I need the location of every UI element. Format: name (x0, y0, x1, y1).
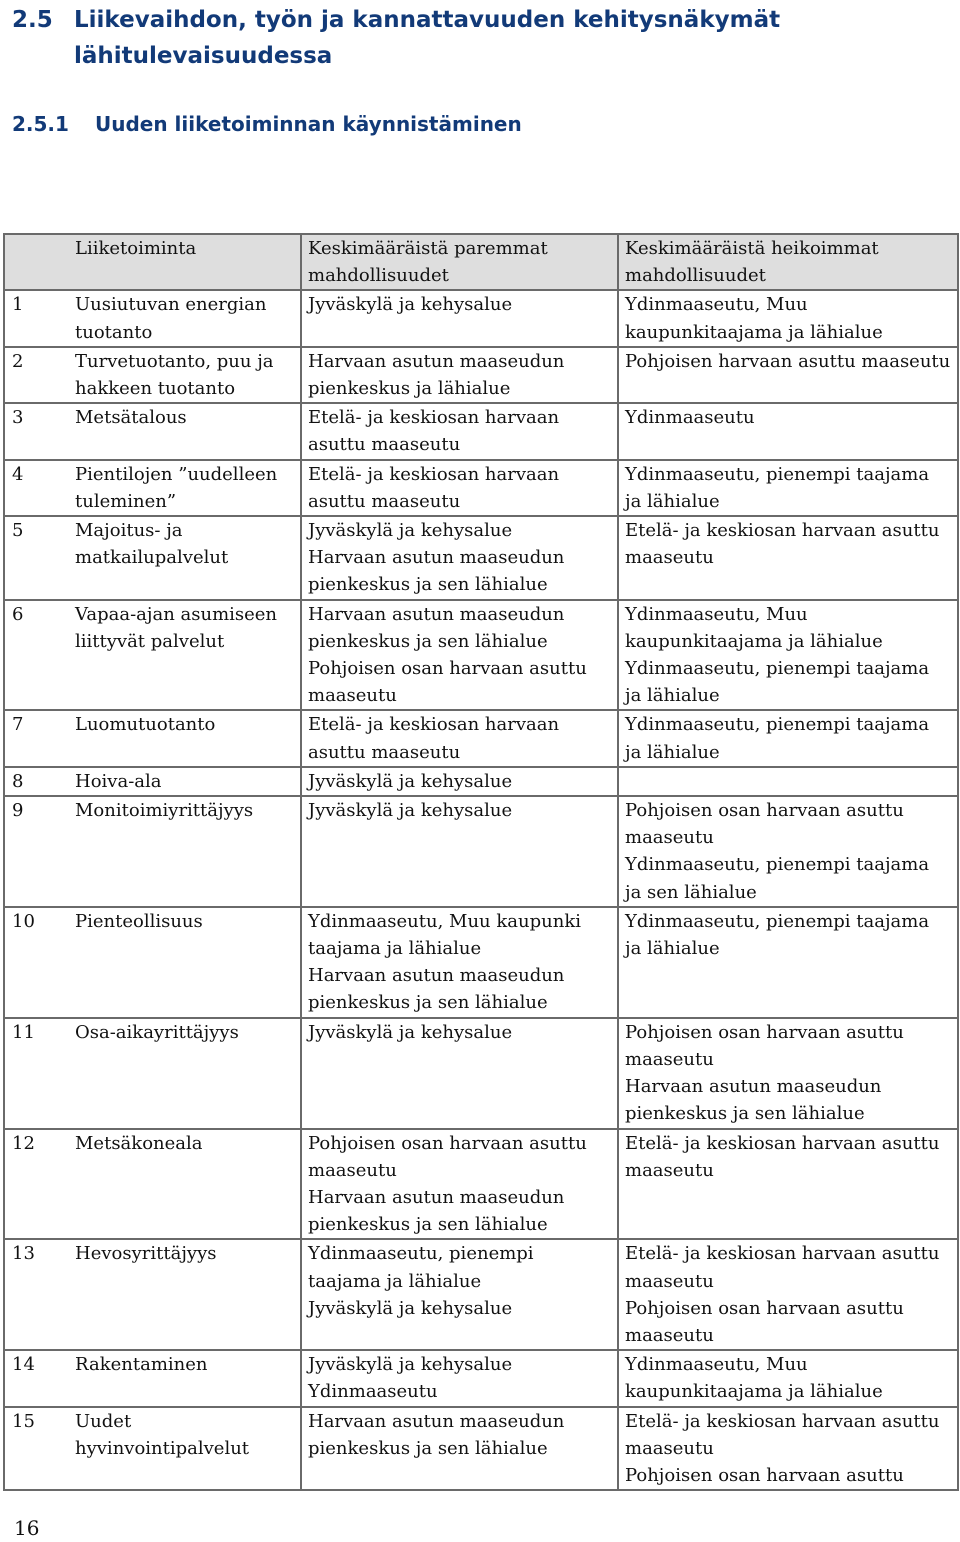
business-cell: Rakentaminen (75, 1350, 301, 1406)
table-row (4, 710, 958, 766)
table-row (4, 347, 958, 403)
section-heading (12, 2, 952, 74)
table-row (4, 1129, 958, 1240)
table-row (4, 460, 958, 516)
subsection-number: 2.5.1 (12, 112, 69, 136)
better-opportunities-cell: Pohjoisen osan harvaan asuttu maaseutu Harvaan asutun maaseudun pienkeskus ja sen lähialue (301, 1129, 618, 1240)
weaker-opportunities-cell: Pohjoisen harvaan asuttu maaseutu (618, 347, 958, 403)
row-number: 14 (4, 1350, 75, 1406)
business-cell: Hoiva-ala (75, 767, 301, 796)
business-cell: Majoitus- ja matkailupalvelut (75, 516, 301, 600)
row-number: 8 (4, 767, 75, 796)
better-opportunities-cell: Jyväskylä ja kehysalue (301, 767, 618, 796)
better-opportunities-cell: Jyväskylä ja kehysalue (301, 796, 618, 907)
business-cell: Monitoimiyrittäjyys (75, 796, 301, 907)
page-number: 16 (14, 1516, 40, 1540)
table-body (4, 290, 958, 1490)
table-row (4, 600, 958, 711)
weaker-opportunities-cell: Etelä- ja keskiosan harvaan asuttu maaseutu (618, 1129, 958, 1240)
weaker-opportunities-cell: Pohjoisen osan harvaan asuttu maaseutu Harvaan asutun maaseudun pienkeskus ja sen lähialue (618, 1018, 958, 1129)
weaker-opportunities-cell (618, 767, 958, 796)
business-cell: Osa-aikayrittäjyys (75, 1018, 301, 1129)
weaker-opportunities-cell: Ydinmaaseutu, pienempi taajama ja lähialue (618, 710, 958, 766)
weaker-opportunities-cell: Etelä- ja keskiosan harvaan asuttu maaseutu Pohjoisen osan harvaan asuttu maaseutu (618, 1239, 958, 1350)
business-opportunities-table (3, 233, 959, 1491)
better-opportunities-cell: Etelä- ja keskiosan harvaan asuttu maaseutu (301, 710, 618, 766)
business-cell: Uudet hyvinvointipalvelut (75, 1407, 301, 1491)
table-row (4, 516, 958, 600)
better-opportunities-cell: Harvaan asutun maaseudun pienkeskus ja sen lähialue (301, 1407, 618, 1491)
better-opportunities-cell: Jyväskylä ja kehysalue (301, 1018, 618, 1129)
row-number: 6 (4, 600, 75, 711)
business-cell: Turvetuotanto, puu ja hakkeen tuotanto (75, 347, 301, 403)
weaker-opportunities-cell: Etelä- ja keskiosan harvaan asuttu maaseutu (618, 516, 958, 600)
business-cell: Luomutuotanto (75, 710, 301, 766)
better-opportunities-cell: Etelä- ja keskiosan harvaan asuttu maaseutu (301, 403, 618, 459)
subsection-title: Uuden liiketoiminnan käynnistäminen (95, 112, 522, 136)
weaker-opportunities-cell: Ydinmaaseutu, pienempi taajama ja lähialue (618, 907, 958, 1018)
row-number: 10 (4, 907, 75, 1018)
business-cell: Pientilojen ”uudelleen tuleminen” (75, 460, 301, 516)
business-cell: Metsäkoneala (75, 1129, 301, 1240)
table-row (4, 767, 958, 796)
section-title: Liikevaihdon, työn ja kannattavuuden kehitysnäkymät lähitulevaisuudessa (74, 7, 781, 69)
better-opportunities-cell: Ydinmaaseutu, Muu kaupunki taajama ja lähialue Harvaan asutun maaseudun pienkeskus ja sen lähialue (301, 907, 618, 1018)
weaker-opportunities-cell: Etelä- ja keskiosan harvaan asuttu maaseutu Pohjoisen osan harvaan asuttu (618, 1407, 958, 1491)
table-row (4, 1018, 958, 1129)
weaker-opportunities-cell: Ydinmaaseutu, Muu kaupunkitaajama ja lähialue (618, 290, 958, 346)
section-number: 2.5 (12, 7, 53, 33)
weaker-opportunities-cell: Ydinmaaseutu (618, 403, 958, 459)
subsection-heading (12, 109, 522, 139)
weaker-opportunities-cell: Pohjoisen osan harvaan asuttu maaseutu Ydinmaaseutu, pienempi taajama ja sen lähialue (618, 796, 958, 907)
row-number: 4 (4, 460, 75, 516)
row-number: 5 (4, 516, 75, 600)
row-number: 11 (4, 1018, 75, 1129)
row-number: 9 (4, 796, 75, 907)
table-row (4, 1407, 958, 1491)
better-opportunities-cell: Etelä- ja keskiosan harvaan asuttu maaseutu (301, 460, 618, 516)
table-row (4, 1350, 958, 1406)
better-opportunities-cell: Jyväskylä ja kehysalue (301, 290, 618, 346)
table-row (4, 403, 958, 459)
better-opportunities-cell: Harvaan asutun maaseudun pienkeskus ja lähialue (301, 347, 618, 403)
better-opportunities-cell: Jyväskylä ja kehysalue Harvaan asutun maaseudun pienkeskus ja sen lähialue (301, 516, 618, 600)
header-better-opportunities: Keskimääräistä paremmat mahdollisuudet (301, 234, 618, 290)
business-cell: Hevosyrittäjyys (75, 1239, 301, 1350)
table-row (4, 1239, 958, 1350)
row-number: 12 (4, 1129, 75, 1240)
header-weaker-opportunities: Keskimääräistä heikoimmat mahdollisuudet (618, 234, 958, 290)
row-number: 15 (4, 1407, 75, 1491)
table-header-row (4, 234, 958, 290)
row-number: 2 (4, 347, 75, 403)
better-opportunities-cell: Harvaan asutun maaseudun pienkeskus ja sen lähialue Pohjoisen osan harvaan asuttu maaseutu (301, 600, 618, 711)
table-row (4, 796, 958, 907)
header-business: Liiketoiminta (75, 234, 301, 290)
weaker-opportunities-cell: Ydinmaaseutu, Muu kaupunkitaajama ja lähialue (618, 1350, 958, 1406)
weaker-opportunities-cell: Ydinmaaseutu, pienempi taajama ja lähialue (618, 460, 958, 516)
weaker-opportunities-cell: Ydinmaaseutu, Muu kaupunkitaajama ja lähialue Ydinmaaseutu, pienempi taajama ja lähialue (618, 600, 958, 711)
business-cell: Vapaa-ajan asumiseen liittyvät palvelut (75, 600, 301, 711)
header-number (4, 234, 75, 290)
better-opportunities-cell: Jyväskylä ja kehysalue Ydinmaaseutu (301, 1350, 618, 1406)
business-cell: Uusiutuvan energian tuotanto (75, 290, 301, 346)
business-cell: Pienteollisuus (75, 907, 301, 1018)
row-number: 3 (4, 403, 75, 459)
business-cell: Metsätalous (75, 403, 301, 459)
row-number: 7 (4, 710, 75, 766)
table-row (4, 290, 958, 346)
row-number: 1 (4, 290, 75, 346)
row-number: 13 (4, 1239, 75, 1350)
better-opportunities-cell: Ydinmaaseutu, pienempi taajama ja lähialue Jyväskylä ja kehysalue (301, 1239, 618, 1350)
table-row (4, 907, 958, 1018)
